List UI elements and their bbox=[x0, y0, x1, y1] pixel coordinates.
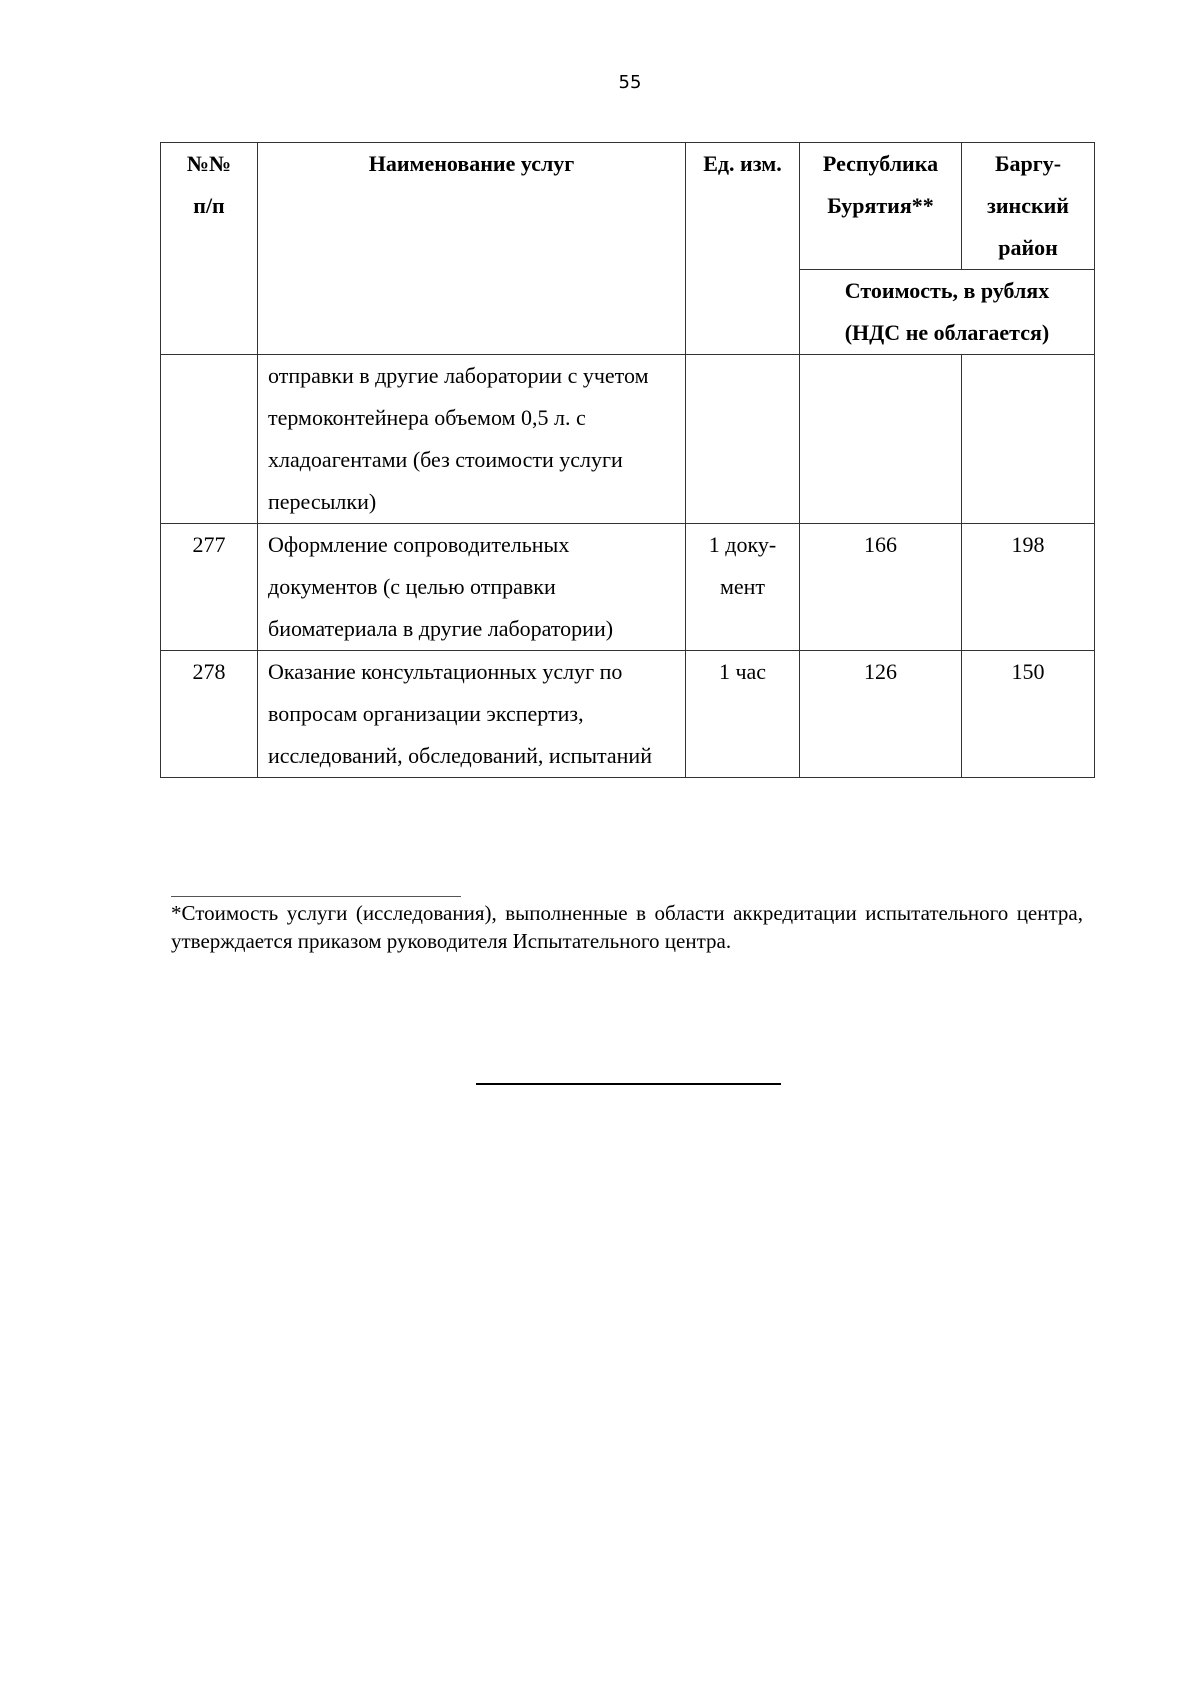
table-row bbox=[161, 524, 1095, 651]
row-republic-price bbox=[800, 355, 962, 524]
table-row bbox=[161, 651, 1095, 778]
row-unit-line1: 1 доку- bbox=[708, 532, 777, 557]
price-table bbox=[160, 142, 1095, 778]
header-cost-line2: (НДС не облагается) bbox=[844, 320, 1050, 345]
header-republic bbox=[800, 143, 962, 270]
row-service-name: отправки в другие лаборатории с учетом термоконтейнера объемом 0,5 л. с хладоагентами (без стоимости услуги пересылки) bbox=[258, 355, 686, 524]
page-number: 55 bbox=[618, 72, 642, 93]
row-district-price bbox=[962, 355, 1095, 524]
header-unit: Ед. изм. bbox=[686, 143, 800, 355]
row-number bbox=[161, 355, 258, 524]
row-unit-line1: 1 час bbox=[718, 659, 767, 684]
header-district-line2: зинский bbox=[987, 193, 1069, 218]
row-unit bbox=[686, 355, 800, 524]
row-service-name: Оформление сопроводительных документов (с целью отправки биоматериала в другие лаборатории) bbox=[258, 524, 686, 651]
header-number bbox=[161, 143, 258, 355]
header-cost-line1: Стоимость, в рублях bbox=[844, 278, 1050, 303]
header-republic-line2: Бурятия** bbox=[827, 193, 934, 218]
header-service-name: Наименование услуг bbox=[258, 143, 686, 355]
row-district-price: 150 bbox=[962, 651, 1095, 778]
table-header-row bbox=[161, 143, 1095, 270]
header-number-line1: №№ bbox=[186, 151, 232, 176]
row-unit-line2: мент bbox=[719, 574, 766, 599]
row-republic-price: 126 bbox=[800, 651, 962, 778]
row-unit bbox=[686, 651, 800, 778]
row-service-name: Оказание консультационных услуг по вопросам организации экспертиз, исследований, обследований, испытаний bbox=[258, 651, 686, 778]
end-of-document-line bbox=[476, 1083, 781, 1085]
header-cost bbox=[800, 270, 1095, 355]
row-unit bbox=[686, 524, 800, 651]
row-district-price: 198 bbox=[962, 524, 1095, 651]
header-district bbox=[962, 143, 1095, 270]
header-republic-line1: Республика bbox=[822, 151, 939, 176]
footnote-divider bbox=[171, 896, 461, 897]
row-republic-price: 166 bbox=[800, 524, 962, 651]
header-district-line1: Баргу- bbox=[994, 151, 1062, 176]
header-district-line3: район bbox=[998, 235, 1058, 260]
row-number: 278 bbox=[161, 651, 258, 778]
footnote: *Стоимость услуги (исследования), выполненные в области аккредитации испытательного центра, утверждается приказом руководителя Испытательного центра. bbox=[171, 901, 1083, 953]
table-row bbox=[161, 355, 1095, 524]
row-number: 277 bbox=[161, 524, 258, 651]
header-number-line2: п/п bbox=[193, 193, 225, 218]
